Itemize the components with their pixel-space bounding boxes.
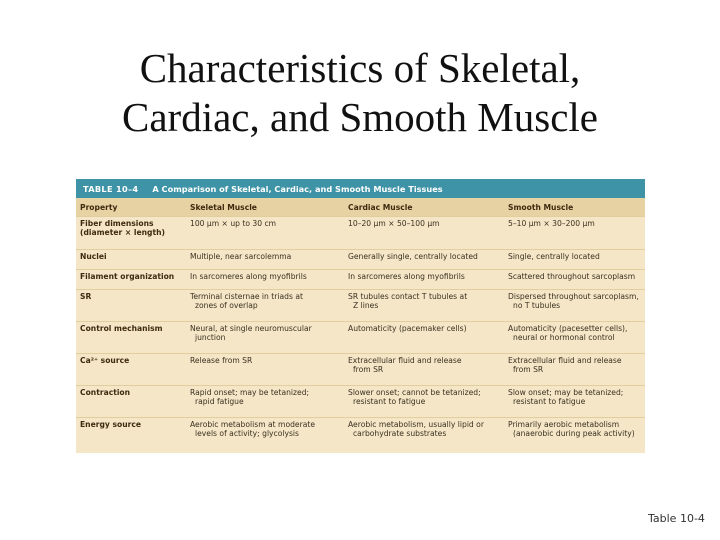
table-cell-smooth [504, 417, 645, 452]
cell-text-line: In sarcomeres along myofibrils [190, 271, 307, 281]
cell-text-line: (anaerobic during peak activity) [513, 428, 635, 438]
cell-text-line: no T tubules [513, 300, 561, 310]
cell-text-line: Terminal cisternae in triads at [190, 291, 303, 301]
cell-text-line: zones of overlap [195, 300, 258, 310]
table-row [76, 216, 645, 249]
cell-text-line: Aerobic metabolism at moderate [190, 419, 316, 429]
cell-text-line: Nuclei [80, 251, 107, 261]
table-cell-skeletal [186, 321, 344, 353]
table-cell-cardiac [344, 269, 504, 289]
cell-text-line: Slow onset; may be tetanized; [508, 387, 624, 397]
table-cell-smooth [504, 385, 645, 417]
table-cell-skeletal [186, 249, 344, 269]
cell-text-line: SR tubules contact T tubules at [348, 291, 468, 301]
table-cell-cardiac [344, 353, 504, 385]
table-number: TABLE 10–4 [83, 183, 139, 194]
table-cell-skeletal [186, 417, 344, 452]
table-row [76, 289, 645, 321]
cell-text-line: rapid fatigue [195, 396, 244, 406]
table-cell-skeletal [186, 216, 344, 249]
table-row [76, 385, 645, 417]
table-row [76, 249, 645, 269]
footer-label: Table 10-4 [648, 512, 705, 525]
cell-text-line: Scattered throughout sarcoplasm [508, 271, 636, 281]
table-cell-property [76, 249, 186, 269]
table-cell-property [76, 385, 186, 417]
table-cell-cardiac [344, 216, 504, 249]
table-cell-skeletal [186, 289, 344, 321]
header-cardiac: Cardiac Muscle [344, 198, 504, 216]
table-cell-property [76, 269, 186, 289]
cell-text-line: junction [195, 332, 226, 342]
header-property: Property [76, 198, 186, 216]
table-cell-cardiac [344, 249, 504, 269]
cell-text-line: Rapid onset; may be tetanized; [190, 387, 310, 397]
table-cell-property [76, 353, 186, 385]
cell-text-line: Multiple, near sarcolemma [190, 251, 292, 261]
table-cell-smooth [504, 321, 645, 353]
table-caption: A Comparison of Skeletal, Cardiac, and Smooth Muscle Tissues [152, 183, 443, 194]
cell-text-line: Aerobic metabolism, usually lipid or [348, 419, 484, 429]
cell-text-line: Single, centrally located [508, 251, 600, 261]
cell-text-line: Automaticity (pacesetter cells), [508, 323, 628, 333]
table-cell-skeletal [186, 269, 344, 289]
table-cell-cardiac [344, 417, 504, 452]
table-cell-smooth [504, 353, 645, 385]
comparison-table [76, 198, 645, 452]
table-cell-skeletal [186, 385, 344, 417]
cell-text-line: Energy source [80, 419, 142, 429]
table-cell-smooth [504, 249, 645, 269]
cell-text-line: Z lines [353, 300, 379, 310]
cell-text-line: Fiber dimensions [80, 218, 154, 228]
table-cell-smooth [504, 269, 645, 289]
cell-text-line: Control mechanism [80, 323, 163, 333]
table-cell-property [76, 417, 186, 452]
cell-text-line: neural or hormonal control [513, 332, 615, 342]
cell-text-line: from SR [353, 364, 384, 374]
table-cell-smooth [504, 216, 645, 249]
header-skeletal: Skeletal Muscle [186, 198, 344, 216]
cell-text-line: In sarcomeres along myofibrils [348, 271, 465, 281]
table-row [76, 417, 645, 452]
cell-text-line: levels of activity; glycolysis [195, 428, 299, 438]
cell-text-line: Generally single, centrally located [348, 251, 478, 261]
cell-text-line: resistant to fatigue [513, 396, 586, 406]
cell-text-line: 5–10 μm × 30–200 μm [508, 218, 595, 228]
cell-text-line: carbohydrate substrates [353, 428, 447, 438]
cell-text-line: Dispersed throughout sarcoplasm, [508, 291, 639, 301]
table-cell-smooth [504, 289, 645, 321]
cell-text-line: from SR [513, 364, 544, 374]
slide-title-line-1: Characteristics of Skeletal, [139, 45, 581, 91]
cell-text-line: Automaticity (pacemaker cells) [348, 323, 467, 333]
table-cell-skeletal [186, 353, 344, 385]
table-cell-property [76, 216, 186, 249]
slide-title [0, 44, 720, 142]
table-cell-cardiac [344, 321, 504, 353]
table-row [76, 269, 645, 289]
table-cell-cardiac [344, 385, 504, 417]
table-cell-property [76, 321, 186, 353]
cell-text-line: Primarily aerobic metabolism [508, 419, 620, 429]
comparison-table-image [76, 179, 645, 453]
table-row [76, 353, 645, 385]
cell-text-line: (diameter × length) [80, 227, 165, 237]
cell-text-line: Release from SR [190, 355, 253, 365]
table-cell-cardiac [344, 289, 504, 321]
cell-text-line: Ca²⁺ source [80, 355, 130, 365]
cell-text-line: Neural, at single neuromuscular [190, 323, 312, 333]
table-row [76, 321, 645, 353]
table-cell-property [76, 289, 186, 321]
table-caption-bar [76, 179, 645, 198]
cell-text-line: Filament organization [80, 271, 175, 281]
cell-text-line: 10–20 μm × 50–100 μm [348, 218, 440, 228]
cell-text-line: Slower onset; cannot be tetanized; [348, 387, 481, 397]
cell-text-line: 100 μm × up to 30 cm [190, 218, 277, 228]
cell-text-line: resistant to fatigue [353, 396, 426, 406]
slide-title-line-2: Cardiac, and Smooth Muscle [122, 94, 598, 140]
cell-text-line: Extracellular fluid and release [348, 355, 462, 365]
cell-text-line: SR [80, 291, 92, 301]
cell-text-line: Extracellular fluid and release [508, 355, 622, 365]
table-header-row [76, 198, 645, 216]
header-smooth: Smooth Muscle [504, 198, 645, 216]
cell-text-line: Contraction [80, 387, 131, 397]
